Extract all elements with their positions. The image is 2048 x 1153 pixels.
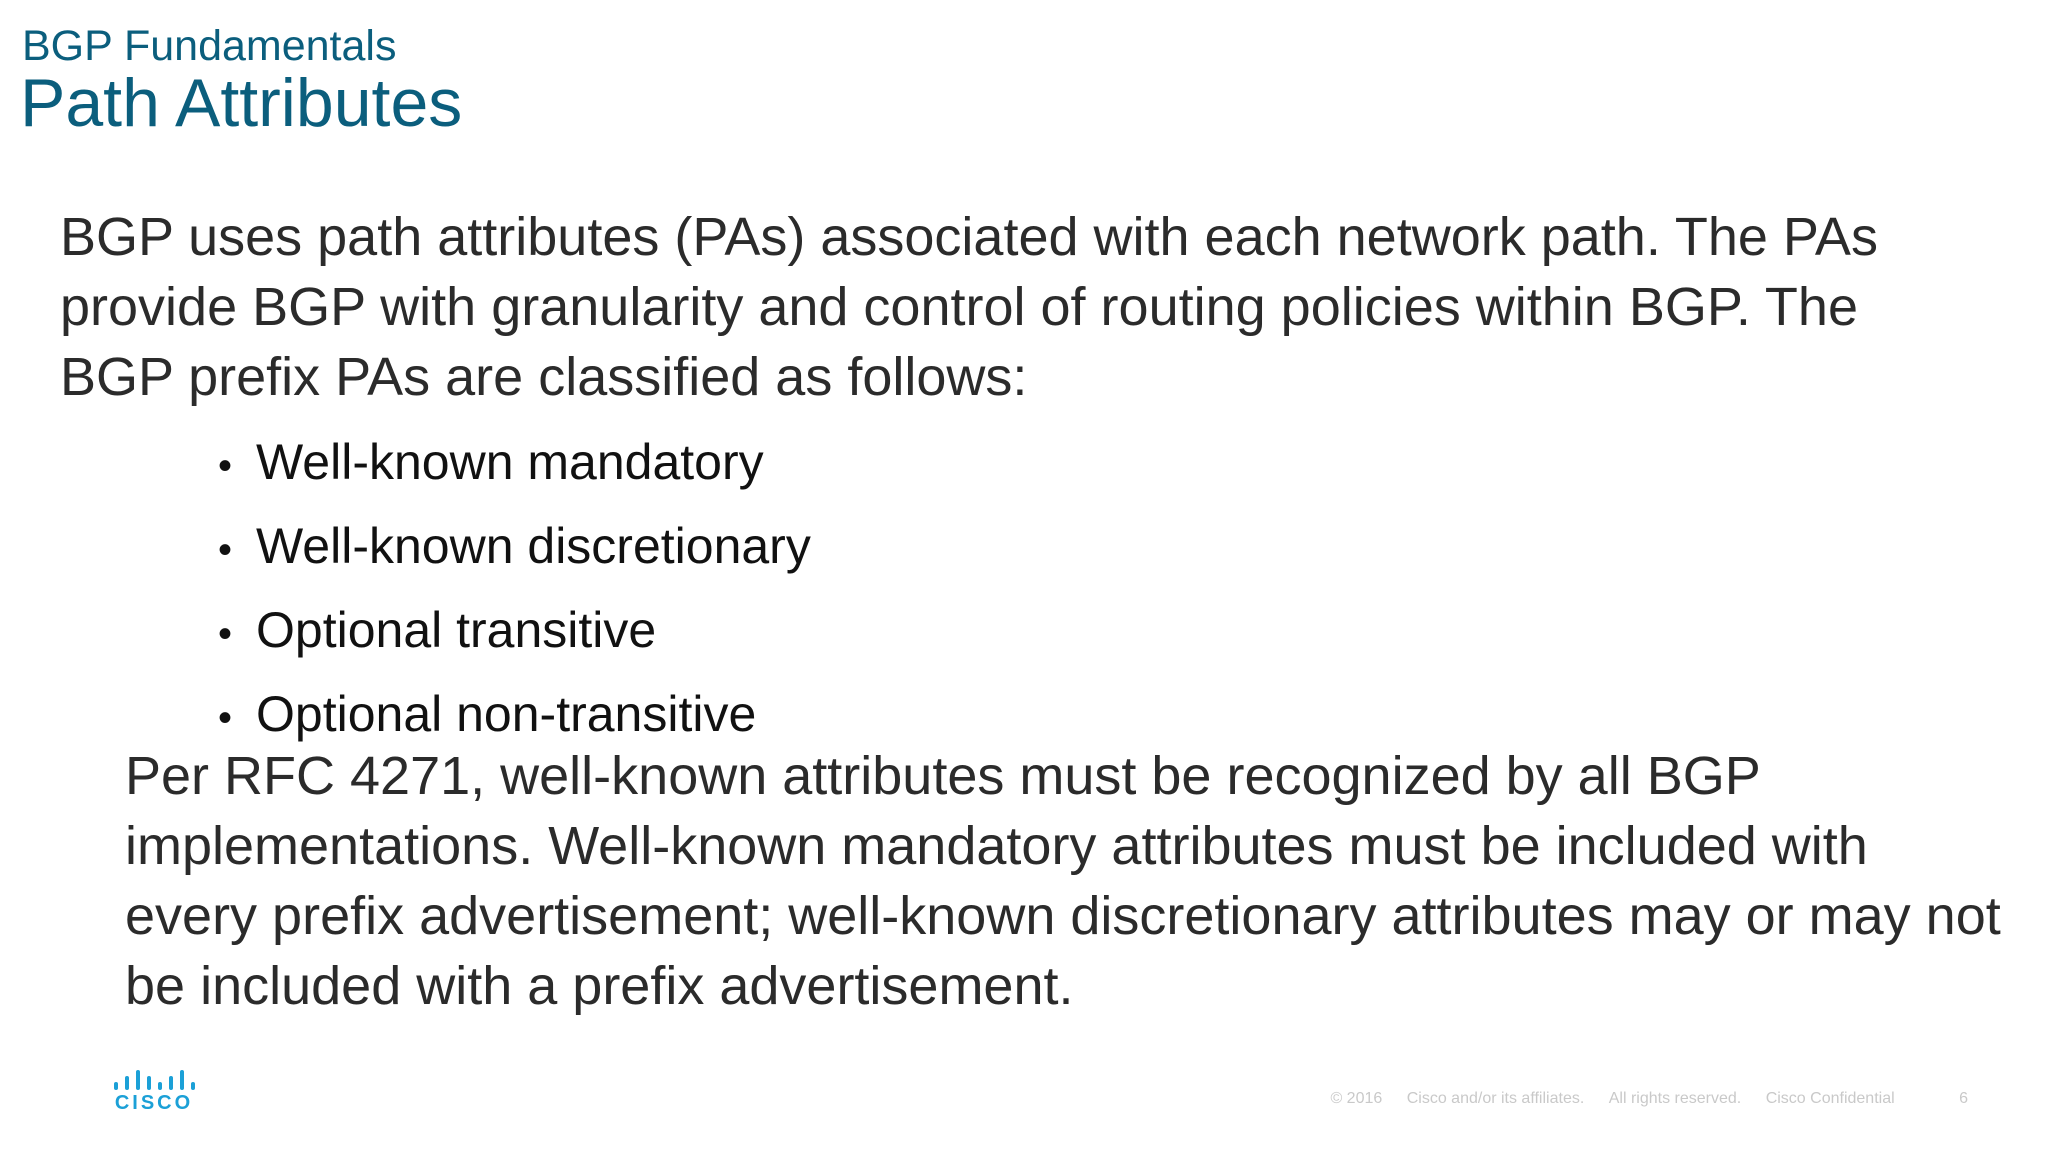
bullet-icon: • <box>218 612 233 656</box>
logo-text: CISCO <box>114 1092 194 1114</box>
list-item <box>218 590 811 674</box>
bullet-icon: • <box>218 696 233 740</box>
footer-rights: All rights reserved. <box>1608 1090 1742 1107</box>
footer-copyright: © 2016 <box>1330 1090 1383 1107</box>
footer-confidential: Cisco Confidential <box>1765 1090 1895 1107</box>
intro-paragraph <box>60 202 1960 412</box>
bullet-icon: • <box>218 528 233 572</box>
footer-company: Cisco and/or its affiliates. <box>1406 1090 1585 1107</box>
list-item <box>218 506 811 590</box>
list-item-label: Well-known discretionary <box>256 518 811 574</box>
slide-title: Path Attributes <box>20 65 463 141</box>
footer <box>1310 1090 1968 1108</box>
slide-subtitle: BGP Fundamentals <box>22 22 397 70</box>
attribute-classes-list <box>218 422 811 758</box>
rfc-paragraph <box>125 741 2005 1021</box>
rfc-text: Per RFC 4271, well-known attributes must be recognized by all BGP implementations. Well-known mandatory attributes must be included with every prefix advertisement; well-known discretionary attributes may or may not be included with a prefix advertisement. <box>125 746 2001 1016</box>
list-item-label: Well-known mandatory <box>256 434 764 490</box>
list-item-label: Optional transitive <box>256 602 657 658</box>
cisco-logo <box>112 1070 196 1118</box>
cisco-bars-icon <box>112 1070 196 1090</box>
page-number: 6 <box>1959 1090 1968 1107</box>
intro-text: BGP uses path attributes (PAs) associated with each network path. The PAs provide BGP with granularity and control of routing policies within BGP. The BGP prefix PAs are classified as follows: <box>60 207 1878 407</box>
list-item <box>218 422 811 506</box>
bullet-icon: • <box>218 444 233 488</box>
list-item-label: Optional non-transitive <box>256 686 757 742</box>
